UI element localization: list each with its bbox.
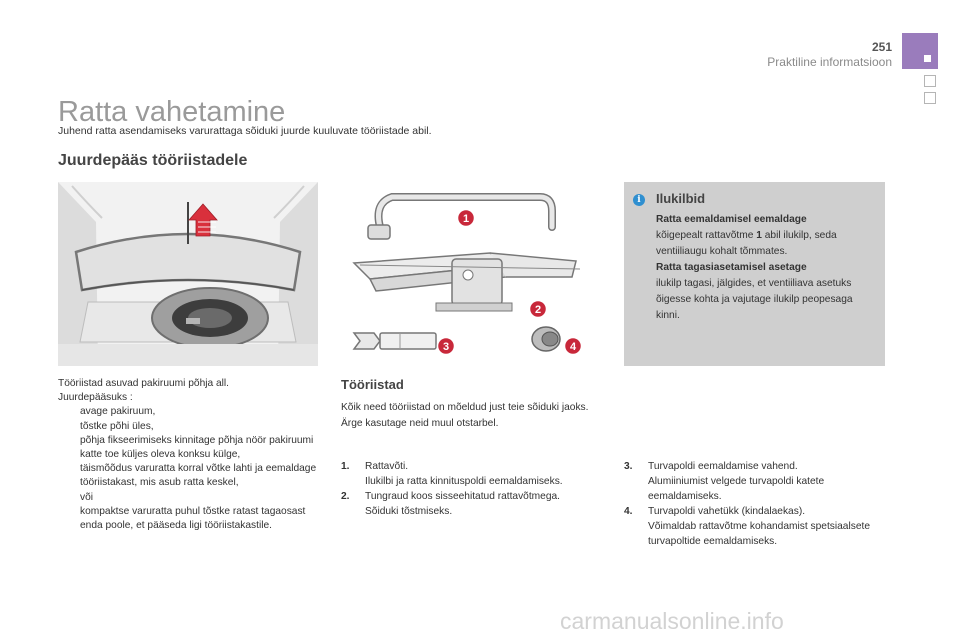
- callout-label: 3: [442, 341, 450, 353]
- list-item: tõstke põhi üles,: [80, 420, 154, 432]
- section-title: Praktiline informatsioon: [767, 55, 892, 69]
- info-bold-remove: Ratta eemaldamisel eemaldage: [656, 214, 807, 225]
- tools-list-right: [624, 459, 889, 549]
- page-number: 251: [871, 40, 892, 54]
- callout-4: [565, 338, 582, 355]
- list-item: põhja fikseerimiseks kinnitage põhja nöör pakiruumi katte toe küljes oleva konksu külge,: [80, 434, 314, 461]
- list-item: 4. Turvapoldi vahetükk (kindalaekas). Võimaldab rattavõtme kohandamist spetsiaalsete turvapoltide eemaldamiseks.: [624, 506, 870, 547]
- info-icon: i: [633, 194, 645, 206]
- list-item: kompaktse varuratta puhul tõstke ratast tagaosast enda poole, et pääseda ligi tööriistakastile.: [80, 505, 306, 532]
- page-title: Ratta vahetamine: [58, 96, 286, 128]
- chapter-square-empty: [924, 75, 936, 87]
- list-item: 2. Tungraud koos sisseehitatud rattavõtmega. Sõiduki tõstmiseks.: [341, 491, 560, 517]
- section-heading-tools: Tööriistad: [341, 377, 404, 392]
- callout-1: [458, 210, 475, 227]
- tools-list-left: [341, 459, 611, 519]
- chapter-tab-marker: [902, 33, 938, 69]
- watermark: carmanualsonline.info: [560, 608, 784, 634]
- info-box-body: Ratta eemaldamisel eemaldage kõigepealt rattavõtme 1 abil ilukilp, seda ventiiliaugu kohalt tõmmates. Ratta tagasiasetamisel asetage ilukilp tagasi, jälgides, et ventiiliava asetuks õigesse kohta ja vajutage ilukilp peopesaga kinni.: [656, 214, 853, 321]
- list-item: avage pakiruum,: [80, 406, 156, 418]
- list-item: 1. Rattavõti. Ilukilbi ja ratta kinnituspoldi eemaldamiseks.: [341, 461, 563, 487]
- list-item: 3. Turvapoldi eemaldamise vahend. Alumiiniumist velgede turvapoldi katete eemaldamiseks.: [624, 461, 825, 502]
- list-item: täismõõdus varuratta korral võtke lahti ja eemaldage tööriistakast, mis asub ratta keskel, või: [80, 463, 317, 503]
- trunk-illustration: [58, 182, 318, 366]
- info-box-title: Ilukilbid: [656, 191, 706, 206]
- page-subtitle: Juhend ratta asendamiseks varurattaga sõiduki juurde kuuluvate tööriistade abil.: [58, 125, 432, 137]
- chapter-square-empty: [924, 92, 936, 104]
- callout-label: 4: [569, 341, 577, 353]
- callout-label: 2: [534, 304, 542, 316]
- info-bold-refit: Ratta tagasiasetamisel asetage: [656, 262, 807, 273]
- tools-intro: Kõik need tööriistad on mõeldud just teie sõiduki jaoks. Ärge kasutage neid muul otstarbel.: [341, 402, 589, 429]
- tools-illustration: [340, 185, 605, 365]
- callout-3: [438, 338, 455, 355]
- section-heading-access: Juurdepääs tööriistadele: [58, 152, 248, 169]
- callout-2: [530, 301, 547, 318]
- callout-label: 1: [462, 213, 470, 225]
- access-instructions: Tööriistad asuvad pakiruumi põhja all. Juurdepääsuks : avage pakiruum, tõstke põhi üles, põhja fikseerimiseks kinnitage põhja nöör pakiruumi katte toe küljes oleva konksu külge, täismõõdus varuratta korral võtke lahti ja eemaldage tööriistakast, mis asub ratta keskel, või kompaktse varuratta puhul tõstke ratast tagaosast enda poole, et pääseda ligi tööriistakastile.: [58, 377, 318, 533]
